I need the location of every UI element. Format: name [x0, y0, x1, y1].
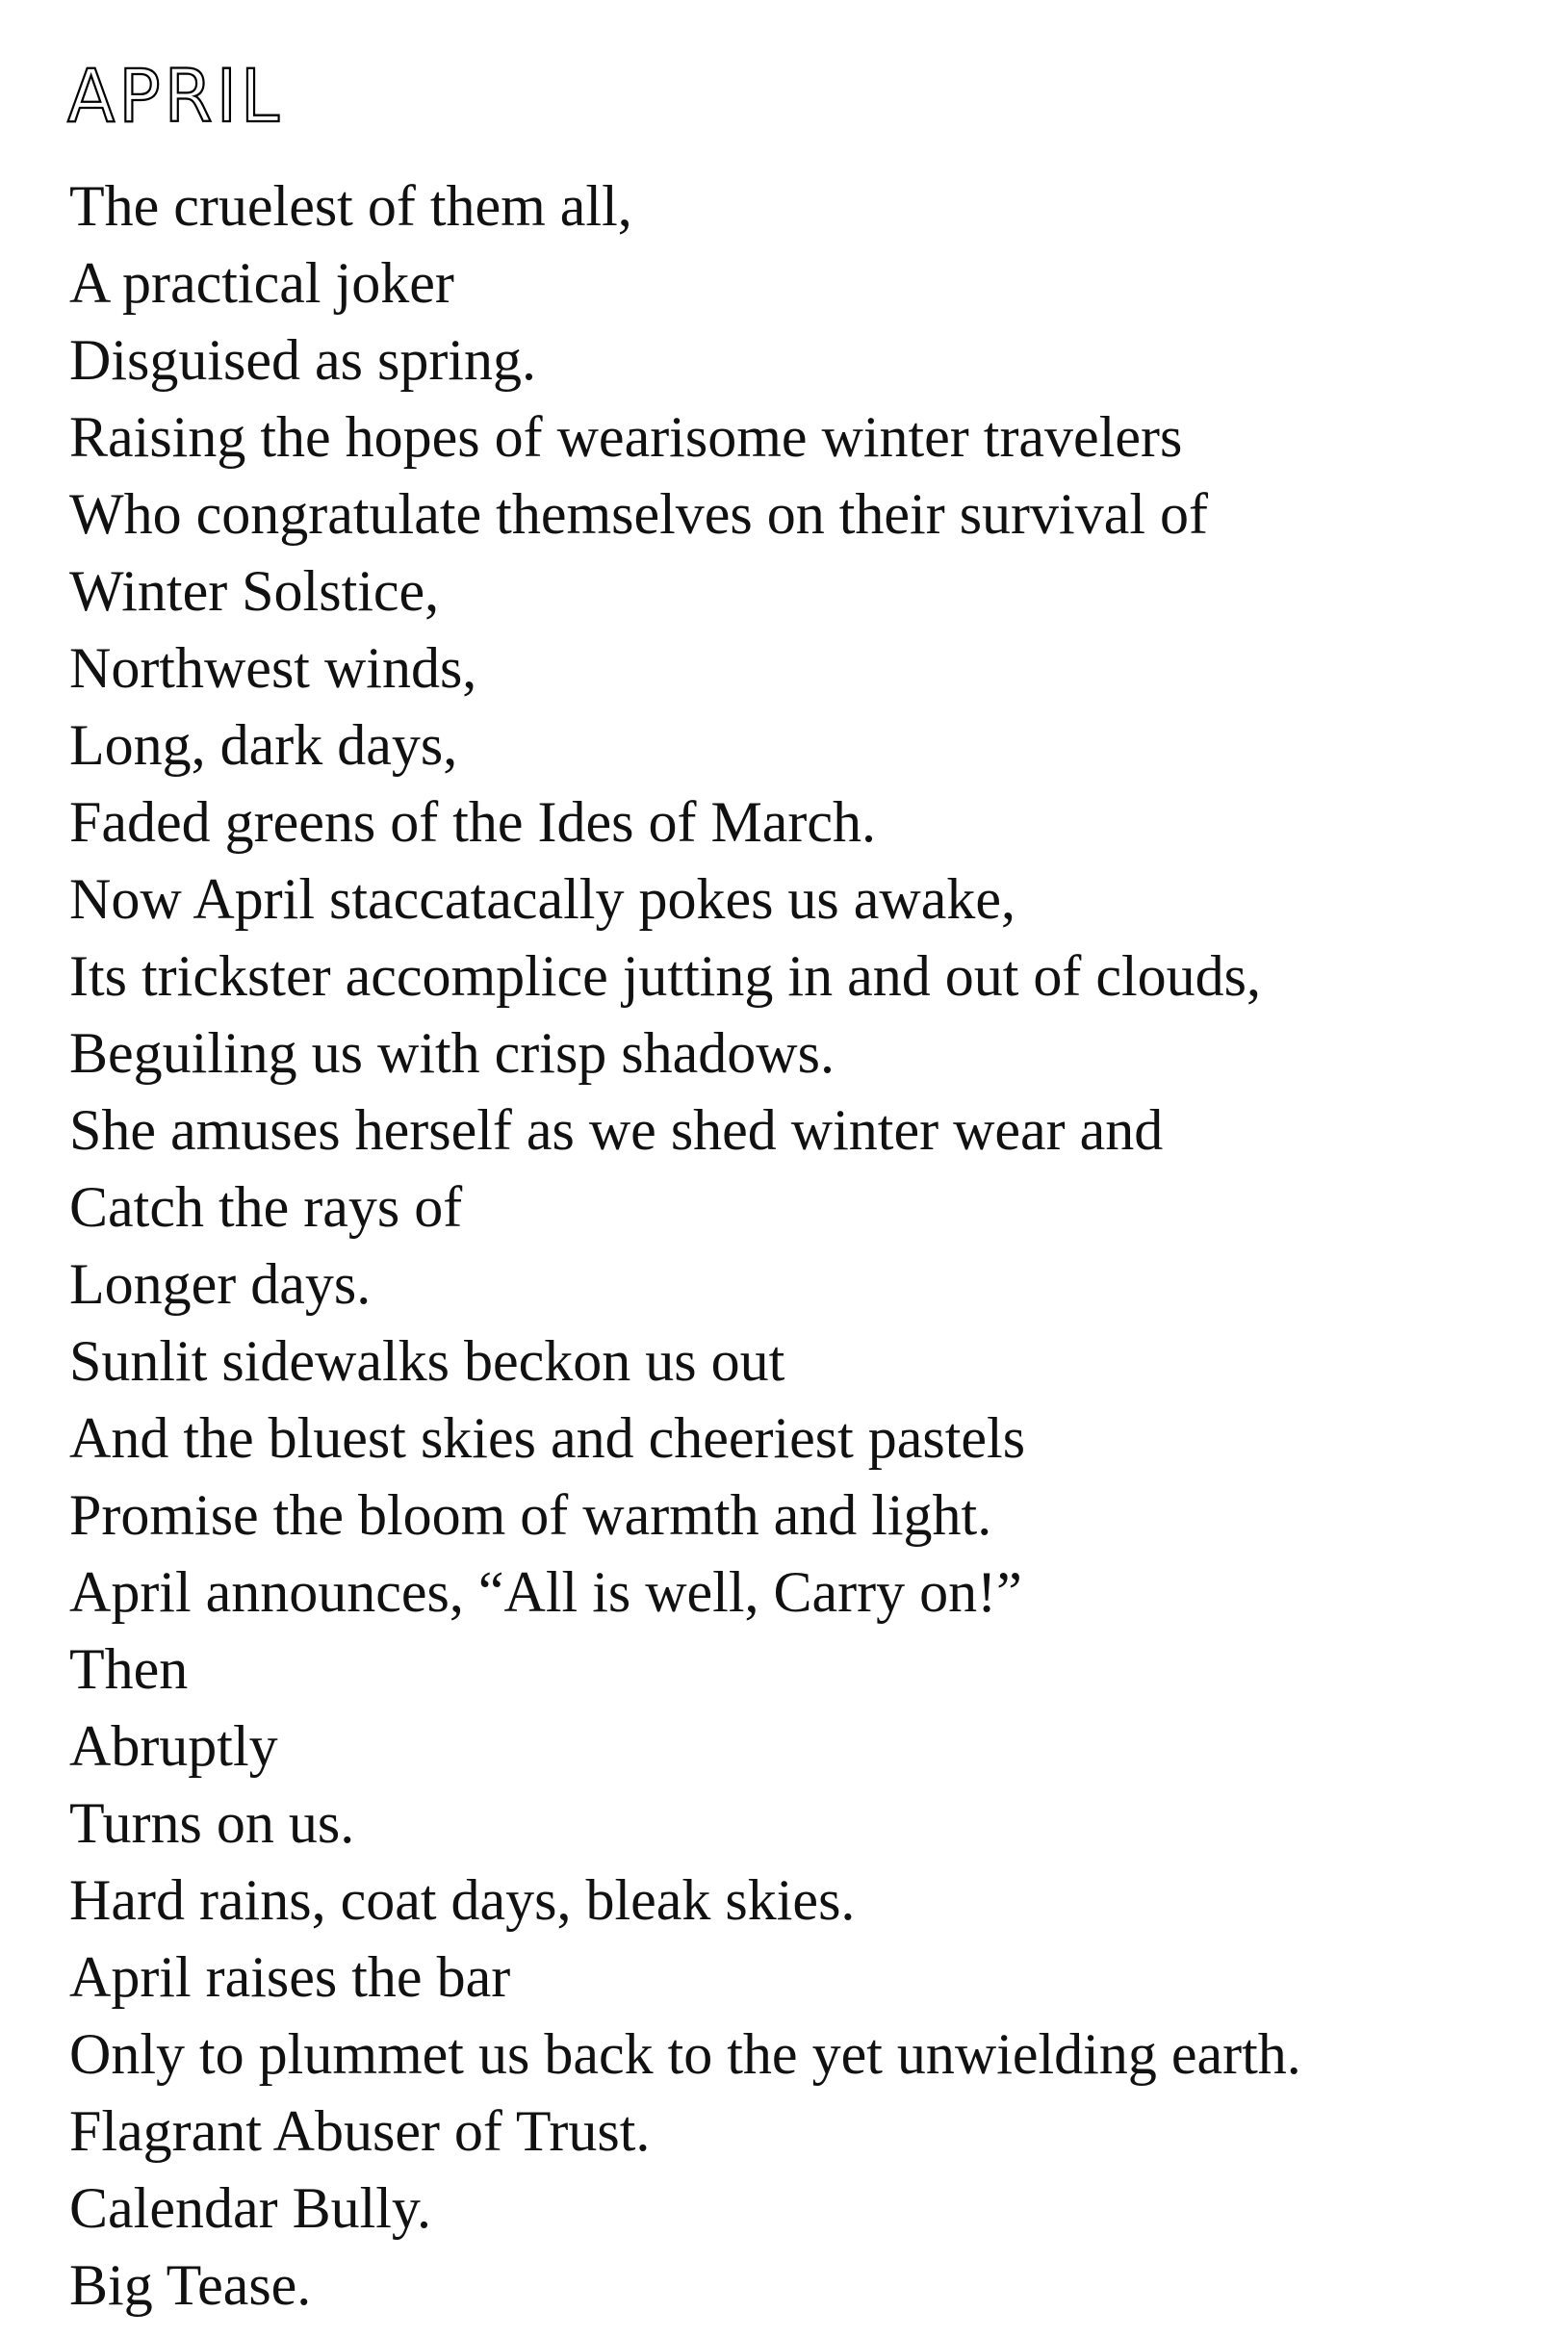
poem-line-17: And the bluest skies and cheeriest pastels [69, 1406, 1026, 1470]
poem-line-9: Faded greens of the Ides of March. [69, 790, 877, 854]
poem-line-10: Now April staccatacally pokes us awake, [69, 867, 1015, 931]
poem-line-23: Hard rains, coat days, bleak skies. [69, 1868, 856, 1932]
poem-line-21: Abruptly [69, 1714, 278, 1778]
poem-line-5: Who congratulate themselves on their survival of [69, 482, 1208, 546]
poem-line-13: She amuses herself as we shed winter wear and [69, 1098, 1164, 1162]
poem-line-1: The cruelest of them all, [69, 174, 632, 238]
poem-line-4: Raising the hopes of wearisome winter travelers [69, 405, 1183, 469]
poem-line-6: Winter Solstice, [69, 559, 440, 623]
poem-line-28: Big Tease. [69, 2253, 312, 2317]
poem-body [69, 167, 1301, 2324]
poem-line-20: Then [69, 1637, 189, 1701]
poem-line-27: Calendar Bully. [69, 2176, 432, 2240]
poem-line-18: Promise the bloom of warmth and light. [69, 1483, 992, 1547]
poem-line-24: April raises the bar [69, 1945, 511, 2009]
poem-line-14: Catch the rays of [69, 1175, 463, 1239]
poem-line-22: Turns on us. [69, 1791, 355, 1855]
poem-line-16: Sunlit sidewalks beckon us out [69, 1329, 785, 1393]
poem-title: APRIL [67, 53, 284, 139]
poem-line-12: Beguiling us with crisp shadows. [69, 1021, 835, 1085]
poem-line-8: Long, dark days, [69, 713, 458, 777]
poem-line-26: Flagrant Abuser of Trust. [69, 2099, 651, 2163]
poem-line-3: Disguised as spring. [69, 328, 536, 392]
poem-line-2: A practical joker [69, 251, 454, 315]
poem-line-7: Northwest winds, [69, 636, 477, 700]
poem-line-19: April announces, “All is well, Carry on!” [69, 1560, 1022, 1624]
poem-line-15: Longer days. [69, 1252, 372, 1316]
poem-line-25: Only to plummet us back to the yet unwielding earth. [69, 2022, 1301, 2086]
poem-line-11: Its trickster accomplice jutting in and out of clouds, [69, 944, 1262, 1008]
